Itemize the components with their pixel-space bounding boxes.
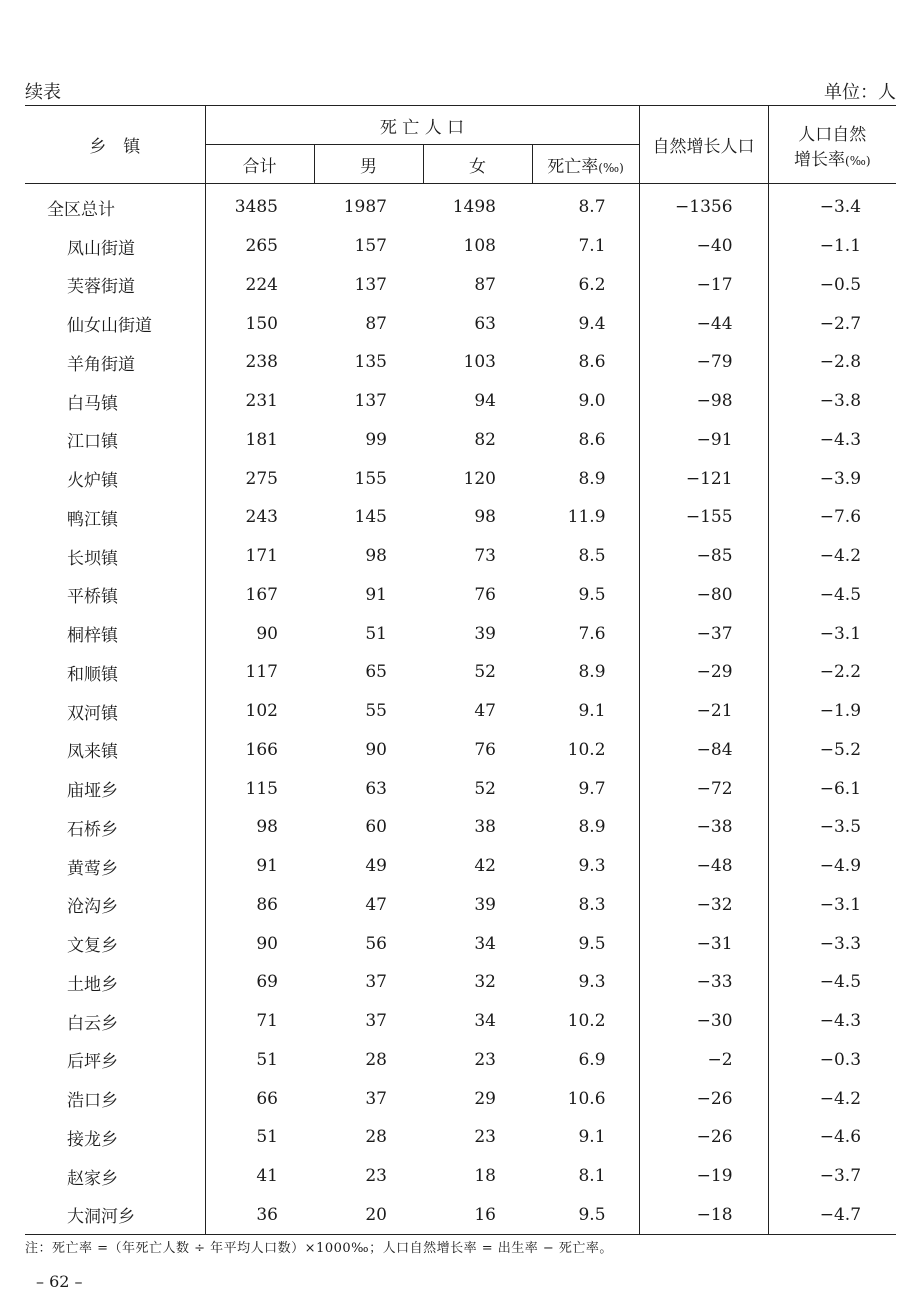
row-natural-increase: −48 [639,847,768,886]
row-death-female: 18 [474,1166,496,1187]
table-row [25,459,896,498]
row-growth-rate: −2.2 [768,653,896,692]
row-natural-increase: −85 [639,537,768,576]
row-town-name: 双河镇 [67,703,118,724]
row-growth-rate: −4.5 [768,963,896,1002]
row-natural-increase: −29 [639,653,768,692]
row-death-total: 243 [205,498,314,537]
row-death-female: 42 [474,856,496,877]
row-death-rate: 8.9 [578,817,606,838]
row-death-female: 52 [474,778,496,799]
row-natural-increase: −44 [639,304,768,343]
row-death-male: 23 [365,1166,387,1187]
continued-table-label: 续表 [25,82,61,103]
row-death-rate: 8.1 [578,1166,606,1187]
row-death-rate: 6.9 [578,1049,606,1070]
row-death-female: 1498 [452,197,496,218]
row-town-name: 火炉镇 [67,471,118,492]
row-death-male: 49 [365,856,387,877]
row-death-male: 1987 [343,197,387,218]
row-town-name: 芙蓉街道 [67,277,135,298]
row-town-name: 庙垭乡 [67,781,118,802]
table-row [25,304,896,343]
row-death-rate: 8.3 [578,894,606,915]
row-death-total: 167 [205,576,314,615]
death-statistics-table [25,105,896,1235]
row-natural-increase: −80 [639,576,768,615]
row-death-male: 51 [365,623,387,644]
row-growth-rate: −4.5 [768,576,896,615]
row-death-total: 181 [205,421,314,460]
row-death-female: 47 [474,701,496,722]
row-death-rate: 9.1 [578,1127,606,1148]
row-natural-increase: −38 [639,808,768,847]
row-death-female: 103 [463,352,496,373]
header-female: 女 [423,145,532,184]
row-growth-rate: −6.1 [768,769,896,808]
table-row [25,886,896,925]
row-death-total: 69 [205,963,314,1002]
row-town-name: 黄莺乡 [67,858,118,879]
table-row [25,731,896,770]
unit-label: 单位：人 [824,82,896,103]
row-growth-rate: −3.1 [768,886,896,925]
table-row [25,963,896,1002]
row-death-rate: 10.2 [567,1011,606,1032]
table-row [25,1118,896,1157]
row-natural-increase: −26 [639,1079,768,1118]
row-death-male: 98 [365,546,387,567]
row-death-female: 23 [474,1127,496,1148]
row-death-rate: 9.7 [578,778,606,799]
row-death-male: 37 [365,972,387,993]
row-natural-increase: −1356 [639,184,768,227]
row-death-female: 73 [474,546,496,567]
row-death-total: 275 [205,459,314,498]
row-growth-rate: −4.7 [768,1196,896,1235]
row-death-female: 16 [423,1196,532,1235]
row-growth-rate: −3.7 [768,1157,896,1196]
row-growth-rate: −2.7 [768,304,896,343]
row-town-name: 平桥镇 [67,587,118,608]
row-death-total: 238 [205,343,314,382]
header-male: 男 [314,145,423,184]
row-death-male: 90 [365,739,387,760]
row-death-total: 66 [205,1079,314,1118]
table-row [25,266,896,305]
row-death-total: 41 [205,1157,314,1196]
row-death-male: 135 [354,352,387,373]
row-natural-increase: −30 [639,1002,768,1041]
table-row [25,692,896,731]
header-death-population: 死 亡 人 口 [205,106,639,145]
row-death-male: 63 [365,778,387,799]
header-total: 合计 [205,145,314,184]
row-death-female: 120 [463,468,496,489]
row-death-female: 87 [474,274,496,295]
row-death-male: 60 [365,817,387,838]
row-growth-rate: −4.9 [768,847,896,886]
row-growth-rate: −1.9 [768,692,896,731]
row-growth-rate: −4.3 [768,1002,896,1041]
row-death-female: 38 [474,817,496,838]
row-death-rate: 8.5 [578,546,606,567]
row-death-total: 90 [205,614,314,653]
row-town-name: 仙女山街道 [67,316,152,337]
row-death-male: 87 [365,313,387,334]
row-death-total: 98 [205,808,314,847]
row-death-rate: 8.6 [578,352,606,373]
row-growth-rate: −3.3 [768,924,896,963]
table-body [25,184,896,1235]
header-growth-rate-unit: (‰) [845,153,871,168]
row-death-female: 32 [474,972,496,993]
row-death-total: 36 [205,1196,314,1235]
row-death-male: 65 [365,662,387,683]
row-natural-increase: −18 [639,1196,768,1235]
row-death-total: 86 [205,886,314,925]
row-growth-rate: −3.9 [768,459,896,498]
row-death-female: 34 [474,933,496,954]
row-death-female: 63 [474,313,496,334]
table-row [25,1041,896,1080]
row-death-total: 90 [205,924,314,963]
table-row [25,343,896,382]
row-death-male: 56 [365,933,387,954]
row-growth-rate: −3.4 [768,184,896,227]
row-natural-increase: −33 [639,963,768,1002]
row-death-female: 98 [474,507,496,528]
row-town-name: 江口镇 [67,432,118,453]
row-natural-increase: −40 [639,227,768,266]
row-death-female: 82 [474,429,496,450]
row-death-total: 3485 [205,184,314,227]
row-death-female: 76 [474,584,496,605]
row-natural-increase: −31 [639,924,768,963]
header-growth-rate [768,106,896,184]
row-death-rate: 9.5 [578,933,606,954]
row-growth-rate: −3.5 [768,808,896,847]
row-death-total: 102 [205,692,314,731]
row-natural-increase: −37 [639,614,768,653]
row-natural-increase: −32 [639,886,768,925]
row-death-male: 145 [354,507,387,528]
row-death-male: 155 [354,468,387,489]
row-death-male: 55 [365,701,387,722]
row-death-male: 137 [354,274,387,295]
row-death-male: 99 [365,429,387,450]
table-row [25,653,896,692]
row-natural-increase: −26 [639,1118,768,1157]
row-town-name: 白马镇 [67,393,118,414]
row-growth-rate: −4.2 [768,1079,896,1118]
row-death-male: 91 [365,584,387,605]
row-town-name: 石桥乡 [67,819,118,840]
row-town-name: 浩口乡 [67,1091,118,1112]
table-row [25,498,896,537]
header-growth-rate-line1: 人口自然 [798,124,867,145]
page-number: – 62 – [36,1272,83,1291]
table-row [25,614,896,653]
row-death-male: 157 [354,236,387,257]
row-natural-increase: −17 [639,266,768,305]
row-natural-increase: −121 [639,459,768,498]
row-growth-rate: −3.8 [768,382,896,421]
row-death-rate: 9.3 [578,856,606,877]
header-natural-increase: 自然增长人口 [639,106,768,184]
row-death-female: 76 [474,739,496,760]
row-death-rate: 8.9 [578,662,606,683]
row-death-total: 51 [205,1041,314,1080]
row-death-rate: 9.5 [578,584,606,605]
row-death-female: 108 [463,236,496,257]
table-row [25,576,896,615]
row-town-name: 文复乡 [67,936,118,957]
row-death-total: 117 [205,653,314,692]
row-death-rate: 8.7 [578,197,606,218]
row-town-name: 白云乡 [67,1013,118,1034]
row-death-total: 166 [205,731,314,770]
row-death-female: 23 [474,1049,496,1070]
row-death-rate: 8.6 [578,429,606,450]
row-death-total: 91 [205,847,314,886]
table-row [25,382,896,421]
row-death-rate: 9.1 [578,701,606,722]
table-row [25,1196,896,1235]
header-town: 乡 镇 [25,106,205,184]
row-death-rate: 10.2 [567,739,606,760]
row-natural-increase: −79 [639,343,768,382]
row-death-male: 47 [365,894,387,915]
row-natural-increase: −21 [639,692,768,731]
table-row [25,769,896,808]
row-town-name: 长坝镇 [67,548,118,569]
row-death-rate: 6.2 [578,274,606,295]
row-town-name: 鸭江镇 [67,509,118,530]
row-natural-increase: −19 [639,1157,768,1196]
table-row [25,808,896,847]
row-growth-rate: −0.3 [768,1041,896,1080]
row-death-male: 37 [365,1088,387,1109]
row-growth-rate: −4.3 [768,421,896,460]
table-row [25,847,896,886]
header-growth-rate-line2: 增长率 [794,149,846,170]
row-death-total: 150 [205,304,314,343]
row-natural-increase: −2 [639,1041,768,1080]
table-row [25,1157,896,1196]
header-death-rate [532,145,639,184]
row-natural-increase: −91 [639,421,768,460]
row-death-total: 224 [205,266,314,305]
row-death-total: 265 [205,227,314,266]
row-town-name: 桐梓镇 [67,626,118,647]
row-growth-rate: −7.6 [768,498,896,537]
row-town-name: 全区总计 [47,199,115,220]
row-death-rate: 9.4 [578,313,606,334]
row-death-male: 28 [365,1127,387,1148]
header-death-rate-unit: (‰) [598,160,624,175]
row-death-female: 34 [474,1011,496,1032]
header-death-rate-label: 死亡率 [547,156,599,177]
row-death-male: 28 [365,1049,387,1070]
row-death-female: 94 [474,391,496,412]
row-growth-rate: −4.2 [768,537,896,576]
row-death-female: 39 [474,623,496,644]
row-town-name: 凤来镇 [67,742,118,763]
row-death-rate: 9.0 [578,391,606,412]
row-town-name: 后坪乡 [67,1052,118,1073]
row-growth-rate: −4.6 [768,1118,896,1157]
row-town-name: 接龙乡 [67,1129,118,1150]
row-town-name: 凤山街道 [67,238,135,259]
table-row [25,227,896,266]
row-death-male: 137 [354,391,387,412]
row-natural-increase: −84 [639,731,768,770]
row-death-total: 231 [205,382,314,421]
row-death-rate: 7.6 [578,623,606,644]
table-row [25,1002,896,1041]
row-town-name: 和顺镇 [67,664,118,685]
row-death-total: 171 [205,537,314,576]
row-natural-increase: −72 [639,769,768,808]
table-row [25,184,896,227]
row-death-female: 29 [474,1088,496,1109]
row-growth-rate: −3.1 [768,614,896,653]
row-death-total: 71 [205,1002,314,1041]
row-death-male: 37 [365,1011,387,1032]
table-row [25,1079,896,1118]
table-row [25,537,896,576]
footnote: 注：死亡率 =（年死亡人数 ÷ 年平均人口数）×1000‰；人口自然增长率 = 出生率 − 死亡率。 [25,1241,613,1256]
row-growth-rate: −1.1 [768,227,896,266]
row-death-rate: 10.6 [567,1088,606,1109]
row-town-name: 土地乡 [67,974,118,995]
table-row [25,924,896,963]
row-death-rate: 7.1 [578,236,606,257]
row-death-male: 20 [314,1196,423,1235]
row-town-name: 赵家乡 [67,1168,118,1189]
row-death-total: 115 [205,769,314,808]
row-natural-increase: −98 [639,382,768,421]
row-death-female: 52 [474,662,496,683]
row-growth-rate: −5.2 [768,731,896,770]
row-death-rate: 11.9 [567,507,606,528]
row-death-total: 51 [205,1118,314,1157]
row-town-name: 沧沟乡 [67,897,118,918]
row-growth-rate: −0.5 [768,266,896,305]
row-death-rate: 8.9 [578,468,606,489]
row-death-rate: 9.5 [532,1196,639,1235]
row-town-name: 羊角街道 [67,354,135,375]
row-death-female: 39 [474,894,496,915]
row-natural-increase: −155 [639,498,768,537]
table-row [25,421,896,460]
row-town-name: 大洞河乡 [25,1196,205,1235]
row-death-rate: 9.3 [578,972,606,993]
row-growth-rate: −2.8 [768,343,896,382]
